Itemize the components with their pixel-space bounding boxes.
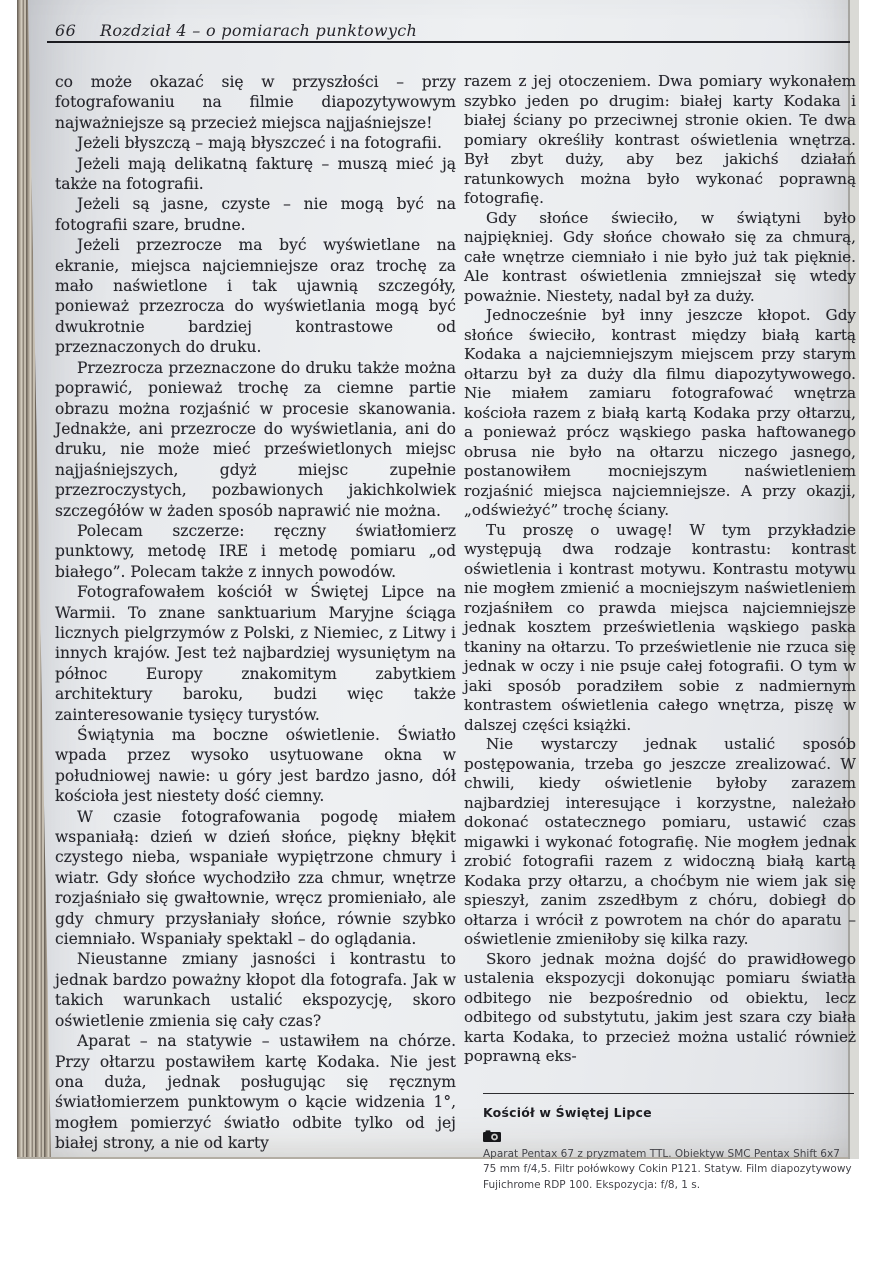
caption-title: Kościół w Świętej Lipce	[483, 1105, 652, 1120]
paragraph: Świątynia ma boczne oświetlenie. Światło wpada przez wysoko usytuowane okna w południowej nawie: u góry jest bardzo jasno, dół kościoła jest niestety dość ciemny.	[55, 726, 456, 806]
paragraph: Jednocześnie był inny jeszcze kłopot. Gdy słońce świeciło, kontrast między białą kartą Kodaka a najciemniejszym miejscem przy starym ołtarzu był za duży dla filmu diapozytywowego. Nie miałem zamiaru fotografować wnętrza kościoła razem z białą kartą Kodaka przy ołtarzu, a ponieważ prócz wąskiego paska haftowanego obrusa nie było na ołtarzu niczego jasnego, postanowiłem mocniejszym naświetleniem rozjaśnić miejsca najciemniejsze. A przy okazji, „odświeżyć” trochę ściany.	[464, 306, 856, 519]
paragraph: Jeżeli błyszczą – mają błyszczeć i na fotografii.	[77, 134, 442, 153]
camera-icon	[483, 1130, 501, 1142]
paragraph: razem z jej otoczeniem. Dwa pomiary wykonałem szybko jeden po drugim: białej karty Kodaka i białej ściany po przeciwnej stronie okien. Te dwa pomiary określiły kontrast oświetlenia wnętrza. Był zbyt duży, aby bez jakichś działań ratunkowych można było wykonać poprawną fotografię.	[464, 72, 856, 207]
paragraph: Przezrocza przeznaczone do druku także można poprawić, ponieważ trochę za ciemne partie obrazu można rozjaśnić w procesie skanowania. Jednakże, ani przezrocze do wyświetlania, ani do druku, nie może mieć prześwietlonych miejsc najjaśniejszych, gdyż miejsc zupełnie przezroczystych, pozbawionych jakichkolwiek szczegółów w żaden sposób naprawić nie można.	[55, 358, 456, 520]
column-left	[55, 72, 456, 1154]
paragraph: Aparat – na statywie – ustawiłem na chórze. Przy ołtarzu postawiłem kartę Kodaka. Nie jest ona duża, jednak posługując się ręcznym światłomierzem punktowym o kącie widzenia 1°, mogłem pomierzyć światło odbite tylko od jej białej strony, a nie od karty	[55, 1032, 456, 1153]
paragraph: Jeżeli przezrocze ma być wyświetlane na ekranie, miejsca najciemniejsze oraz trochę za mało naświetlone i tak ujawnią szczegóły, ponieważ przezrocza do wyświetlania mogą być dwukrotnie bardziej kontrastowe od przeznaczonych do druku.	[55, 236, 456, 357]
paragraph: Nieustanne zmiany jasności i kontrastu to jednak bardzo poważny kłopot dla fotografa. Jak w takich warunkach ustalić ekspozycję, skoro oświetlenie zmienia się cały czas?	[55, 950, 456, 1030]
column-right-text	[464, 72, 856, 1067]
paragraph: W czasie fotografowania pogodę miałem wspaniałą: dzień w dzień słońce, piękny błękit czystego nieba, wspaniałe wypiętrzone chmury i wiatr. Gdy słońce wychodziło zza chmur, wnętrze rozjaśniało się gwałtownie, wręcz promieniało, ale gdy chmury przysłaniały słońce, równie szybko ciemniało. Wspaniały spektakl – do oglądania.	[55, 807, 456, 949]
paragraph: Fotografowałem kościół w Świętej Lipce na Warmii. To znane sanktuarium Maryjne ściąga licznych pielgrzymów z Polski, z Niemiec, z Litwy i innych krajów. Jest też najbardziej wysuniętym na północ Europy znakomitym zabytkiem architektury baroku, budzi więc także zainteresowanie tysięcy turystów.	[55, 583, 456, 724]
paragraph: Tu proszę o uwagę! W tym przykładzie występują dwa rodzaje kontrastu: kontrast oświetlenia i kontrast motywu. Kontrastu motywu nie mogłem zmienić a mocniejszym naświetleniem rozjaśniłem co prawda miejsca najciemniejsze jednak kosztem prześwietlenia wąskiego paska tkaniny na ołtarzu. To prześwietlenie nie rzuca się jednak w oczy i nie psuje całej fotografii. O tym w jaki sposób poradziłem sobie z nadmiernym kontrastem oświetlenia całego wnętrza, piszę w dalszej części książki.	[464, 520, 856, 734]
caption-text: Aparat Pentax 67 z pryzmatem TTL. Obiektyw SMC Pentax Shift 6x7 75 mm f/4,5. Filtr połówkowy Cokin P121. Statyw. Film diapozytywowy Fujichrome RDP 100. Ekspozycja: f/8, 1 s.	[483, 1147, 852, 1191]
paragraph: co może okazać się w przyszłości – przy fotografowaniu na filmie diapozytywowym najważniejsze są przecież miejsca najjaśniejsze!	[55, 73, 456, 132]
paragraph: Jeżeli są jasne, czyste – nie mogą być na fotografii szare, brudne.	[55, 195, 456, 234]
paragraph: Polecam szczerze: ręczny światłomierz punktowy, metodę IRE i metodę pomiaru „od białego”. Polecam także z innych powodów.	[55, 521, 456, 581]
book-fore-edge	[17, 0, 55, 1157]
paragraph: Nie wystarczy jednak ustalić sposób postępowania, trzeba go jeszcze zrealizować. W chwili, kiedy oświetlenie byłoby zarazem najbardziej interesujące i korzystne, należało dokonać ostatecznego pomiaru, ustawić czas migawki i wykonać fotografię. Nie mogłem jednak zrobić fotografii razem z widoczną białą kartą Kodaka przy ołtarzu, a choćbym nie wiem jak się spieszył, zanim zszedłbym z chóru, dobiegł do ołtarza i wrócił z powrotem na chór do aparatu – oświetlenie zmieniłoby się kilka razy.	[464, 735, 856, 948]
header-rule	[47, 41, 850, 43]
photo-caption-block	[483, 1093, 854, 1194]
chapter-title: Rozdział 4 – o pomiarach punktowych	[100, 21, 418, 40]
page-number: 66	[55, 21, 77, 40]
paragraph: Skoro jednak można dojść do prawidłowego ustalenia ekspozycji dokonując pomiaru światła odbitego nie bezpośrednio od obiektu, lecz odbitego od substytutu, jakim jest szara czy biała karta Kodaka, to przecież można ustalić również poprawną eks-	[464, 949, 856, 1065]
paragraph: Jeżeli mają delikatną fakturę – muszą mieć ją także na fotografii.	[55, 154, 456, 194]
column-right	[464, 72, 856, 1193]
paragraph: Gdy słońce świeciło, w świątyni było najpiękniej. Gdy słońce chowało się za chmurą, całe wnętrze ciemniało i nie było już tak pięknie. Ale kontrast oświetlenia zmniejszał się wtedy poważnie. Niestety, nadal był za duży.	[464, 208, 856, 305]
caption-rule	[483, 1093, 854, 1095]
